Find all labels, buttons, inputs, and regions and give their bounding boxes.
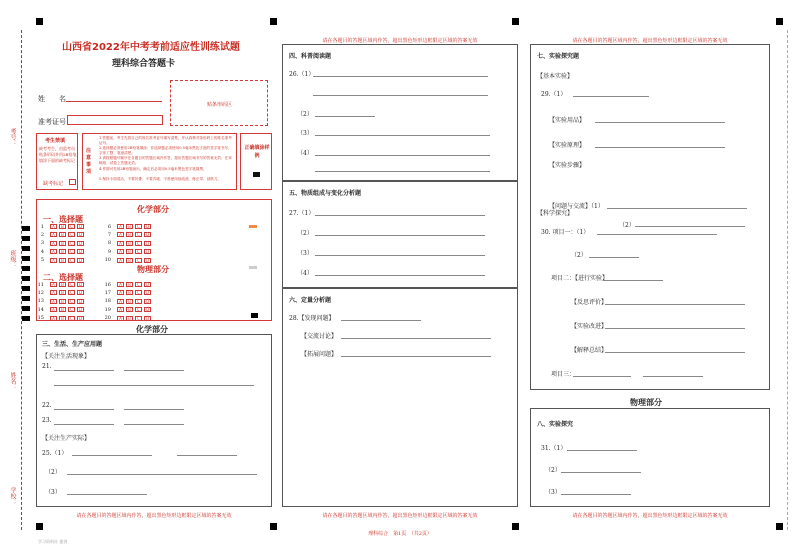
question-number: 14 [37,306,44,313]
side-label-class: 班级： [9,250,16,268]
answer-bubble[interactable]: C [68,241,75,246]
answer-line[interactable] [635,226,745,227]
answer-bubble[interactable]: A [117,224,124,229]
answer-bubble[interactable]: B [59,290,66,295]
q28-b-label: 【交流讨论】 [301,333,338,340]
absent-box [36,133,78,190]
answer-bubble[interactable]: C [68,299,75,304]
choice-row [101,223,153,230]
question-number: 9 [107,248,111,255]
answer-line[interactable] [341,356,491,357]
answer-bubble[interactable]: B [126,241,133,246]
section5-box [282,181,518,288]
choice-row [34,315,86,322]
answer-bubble[interactable]: B [59,316,66,321]
q22-label: 22. [42,402,52,409]
question-number: 10 [104,257,111,264]
section4-box [282,44,518,181]
q27-4-label: （4） [297,270,313,277]
answer-line[interactable] [315,135,490,136]
warning-text-col3-top: 请在各题目的答题区域内作答，超出黑色矩形边框限定区域的答案无效 [572,38,728,44]
notes-item: 4.作图可先用2B铅笔画出，确定后必须用0.5毫米黑色签字笔描黑。 [99,167,207,171]
q30-item2-label: 项目二：【进行实验】 [551,275,609,282]
answer-bubble[interactable]: C [135,224,142,229]
answer-bubble[interactable]: D [78,298,83,304]
answer-bubble[interactable]: B [126,258,133,263]
answer-bubble[interactable]: A [50,282,57,287]
q30-conc-label: 【实验改进】 [571,323,608,330]
answer-bubble[interactable]: B [126,224,133,229]
notes-title: 注意事项 [86,148,92,175]
corner-mark [36,523,43,530]
corner-mark [512,18,519,25]
section7-box [530,44,770,390]
choice-row [101,289,153,296]
sample-mark [253,172,260,177]
s8-title: 八、实验探究 [537,421,574,428]
exp-qa2-label: （2） [619,222,635,229]
answer-bubble[interactable]: C [135,232,142,237]
answer-bubble[interactable]: C [68,307,75,312]
sci-inquiry-label: 【科学探究】 [537,210,574,217]
q30-eval-label: 【反思评价】 [571,299,608,306]
choice-row [101,257,153,264]
answer-bubble[interactable]: C [68,290,75,295]
section6-box [282,288,518,507]
answer-bubble[interactable]: A [50,299,57,304]
answer-line[interactable] [315,255,485,256]
corner-mark [270,523,277,530]
s6-title: 六、定量分析题 [289,297,332,304]
answer-line[interactable] [67,474,257,475]
answer-line[interactable] [72,455,152,456]
q26-4-label: （4） [297,150,313,157]
answer-bubble[interactable]: D [145,290,150,296]
answer-bubble[interactable]: A [117,258,124,263]
question-number: 5 [40,257,44,264]
answer-bubble[interactable]: C [135,316,142,321]
answer-bubble[interactable]: C [135,282,142,287]
q26-3-label: （3） [297,130,313,137]
s5-title: 五、物质组成与变化分析题 [289,190,362,197]
answer-line[interactable] [54,424,114,425]
answer-line[interactable] [341,338,491,339]
card-title: 理科综合答题卡 [112,59,176,69]
answer-bubble[interactable]: C [68,316,75,321]
answer-bubble[interactable]: D [78,257,83,263]
q25-2-label: （2） [45,469,61,476]
warning-text-col2-top: 请在各题目的答题区域内作答，超出黑色矩形边框限定区域的答案无效 [322,38,478,44]
choice-row [101,240,153,247]
s7-title: 七、实验探究题 [537,53,580,60]
answer-line[interactable] [124,370,184,371]
answer-line[interactable] [315,155,490,156]
answer-line[interactable] [561,494,631,495]
answer-line[interactable] [605,304,745,305]
positioning-mark [251,313,258,318]
notes-box [82,133,237,190]
answer-bubble[interactable]: D [145,307,150,313]
answer-bubble[interactable]: D [78,307,83,313]
answer-bubble[interactable]: D [78,232,83,238]
answer-bubble[interactable]: B [59,241,66,246]
section3-title: 三、生活、生产应用题 [42,341,103,348]
question-number: 13 [37,298,44,305]
answer-bubble[interactable]: A [50,241,57,246]
section8-box [530,408,770,507]
absent-title: 考生禁填 [45,138,66,144]
answer-bubble[interactable]: A [50,224,57,229]
answer-line[interactable] [315,116,375,117]
side-label-school: 学校： [9,487,16,505]
answer-line[interactable] [607,208,747,209]
q31-3-label: （3） [545,489,561,496]
warning-text-col3-bottom: 请在各题目的答题区域内作答，超出黑色矩形边框限定区域的答案无效 [572,513,728,519]
question-number: 8 [107,240,111,247]
question-number: 19 [104,306,111,313]
q21-label: 21. [42,363,52,370]
name-label: 姓 名 [38,95,66,103]
q27-label: 27.（1） [289,210,315,217]
answer-bubble[interactable]: C [135,307,142,312]
answer-bubble[interactable]: B [59,224,66,229]
answer-bubble[interactable]: B [59,282,66,287]
answer-bubble[interactable]: C [68,249,75,254]
exp-qa-label-visible: 【问题与交流】（1） [549,203,604,210]
answer-bubble[interactable]: D [145,257,150,263]
answer-bubble[interactable]: A [117,282,124,287]
answer-bubble[interactable]: B [59,258,66,263]
answer-bubble[interactable]: D [145,298,150,304]
answer-bubble[interactable]: B [126,290,133,295]
answer-bubble[interactable]: C [135,258,142,263]
q29-label: 29.（1） [541,91,567,98]
q27-3-label: （3） [297,250,313,257]
notes-item: 5.保持卡面清洁，不要折叠、不要弄破、不准使用涂改液、修正带、刮纸刀。 [99,177,222,181]
answer-bubble[interactable]: B [59,299,66,304]
q25-label: 25.（1） [42,450,68,457]
question-number: 1 [40,223,44,230]
exam-title: 山西省2022年中考考前适应性训练试题 [62,42,240,53]
answer-line[interactable] [589,257,639,258]
choice-row [34,248,86,255]
page-footer: 理科综合 第1页 （共2页） [368,531,432,537]
absent-mark-label: 缺考标记 [43,181,64,187]
answer-line[interactable] [54,370,114,371]
answer-bubble[interactable]: B [59,307,66,312]
q26-label: 26.（1） [289,71,315,78]
answer-bubble[interactable]: D [78,290,83,296]
q30-2-label: （2） [571,252,587,259]
answer-line[interactable] [605,328,745,329]
answer-line[interactable] [315,171,490,172]
sample-box [240,133,272,190]
choice-row [101,298,153,305]
answer-bubble[interactable]: A [50,249,57,254]
question-number: 7 [107,231,111,238]
absent-text: 缺考考生，由监考员贴条形码并用2B铅笔填涂下面的缺考标记 [39,146,77,163]
answer-bubble[interactable]: A [50,307,57,312]
answer-bubble[interactable]: C [68,232,75,237]
notes-item: 3.请按照题号顺序在各题目的答题区域内作答，超出答题区域书写的答案无效；在草稿纸、试卷上答题无效。 [99,156,232,165]
corner-mark [776,18,783,25]
answer-bubble[interactable]: D [145,224,150,229]
fill-indicator [249,266,257,269]
answer-bubble[interactable]: C [135,299,142,304]
answer-bubble[interactable]: A [117,316,124,321]
side-label-exam-no: 考号： [9,128,16,146]
answer-line[interactable] [561,472,641,473]
absent-mark-box[interactable] [69,179,76,185]
answer-bubble[interactable]: A [117,232,124,237]
choice-row [34,240,86,247]
chem-part-label: 化学部分 [137,205,169,214]
question-number: 2 [40,231,44,238]
q25-3-label: （3） [45,489,61,496]
answer-bubble[interactable]: D [78,240,83,246]
answer-bubble[interactable]: B [126,249,133,254]
answer-bubble[interactable]: D [78,315,83,321]
answer-bubble[interactable]: D [145,315,150,321]
answer-bubble[interactable]: C [68,258,75,263]
q30-item3-label: 项目三： [551,371,576,378]
corner-mark [36,18,43,25]
answer-line[interactable] [54,409,114,410]
question-number: 6 [107,223,111,230]
answer-line[interactable] [315,215,485,216]
question-number: 4 [40,248,44,255]
choice-row [34,289,86,296]
answer-bubble[interactable]: A [117,290,124,295]
question-number: 12 [37,289,44,296]
answer-line[interactable] [603,280,663,281]
section3-box [36,325,272,507]
exp-purpose-label: 【实验用品】 [549,117,586,124]
answer-bubble[interactable]: D [78,224,83,229]
answer-bubble[interactable]: B [59,232,66,237]
answer-bubble[interactable]: C [68,282,75,287]
footer-left: 学习资料社 提供 [38,539,68,544]
q31-label: 31.（1） [541,445,567,452]
answer-bubble[interactable]: B [59,249,66,254]
choice-chem-title: 一、选择题 [43,215,83,224]
q30-label: 30. 项目一：（1） [541,229,590,236]
answer-line[interactable] [54,385,254,386]
answer-line[interactable] [605,352,745,353]
answer-bubble[interactable]: A [117,249,124,254]
section3-part-label: 化学部分 [136,325,168,334]
choice-row [101,231,153,238]
answer-bubble[interactable]: A [117,241,124,246]
choice-row [34,223,86,230]
col3-phys-part-label: 物理部分 [630,398,662,407]
q28-label: 28.【发现问题】 [289,315,335,322]
answer-bubble[interactable]: B [126,307,133,312]
answer-line[interactable] [177,455,237,456]
corner-mark [512,523,519,530]
answer-line[interactable] [313,95,488,96]
question-number: 18 [104,298,111,305]
q28-c-label: 【拓展问题】 [301,351,338,358]
section3-sub2: 【关注生产实际】 [42,435,91,442]
choice-row [101,248,153,255]
answer-bubble[interactable]: D [78,249,83,255]
answer-bubble[interactable]: D [145,282,150,287]
answer-line[interactable] [595,122,725,123]
answer-bubble[interactable]: A [117,299,124,304]
notes-item: 1.答题前，考生先将自己的姓名准考证号填写清楚，并认真核对条形码上的姓名准考证号。 [99,136,232,145]
right-margin-line [787,30,788,530]
answer-bubble[interactable]: D [145,232,150,238]
question-number: 17 [104,289,111,296]
answer-bubble[interactable]: A [50,290,57,295]
question-number: 20 [104,315,111,322]
fill-indicator [249,225,257,228]
q31-2-label: （2） [545,467,561,474]
answer-line[interactable] [67,494,147,495]
answer-bubble[interactable]: B [126,282,133,287]
answer-bubble[interactable]: A [50,316,57,321]
answer-line[interactable] [341,320,421,321]
answer-line[interactable] [124,409,184,410]
choice-row [34,281,86,288]
exam-no-field[interactable] [67,115,163,125]
barcode-label: 贴条形码区 [207,102,233,108]
question-number: 3 [40,240,44,247]
answer-bubble[interactable]: C [68,224,75,229]
answer-line[interactable] [573,376,631,377]
answer-bubble[interactable]: B [126,299,133,304]
answer-bubble[interactable]: C [135,290,142,295]
exp-principle-label: 【实验原理】 [549,142,586,149]
answer-line[interactable] [643,376,703,377]
section3-sub1: 【关注生活现象】 [42,353,91,360]
choice-row [34,298,86,305]
answer-bubble[interactable]: A [50,258,57,263]
choice-row [34,257,86,264]
warning-text-col1: 请在各题目的答题区域内作答，超出黑色矩形边框限定区域的答案无效 [76,513,232,519]
phys-part-label: 物理部分 [137,265,169,274]
sample-label: 正确填涂样例 [244,145,270,159]
notes-item: 2.选择题必须使用2B铅笔填涂；非选择题必须使用0.5毫米黑色字迹的签字笔书写，字体工整、笔迹清楚。 [99,146,232,155]
choice-row [34,231,86,238]
question-number: 11 [37,281,44,288]
answer-bubble[interactable]: B [126,316,133,321]
choice-row [101,315,153,322]
answer-line[interactable] [315,275,485,276]
answer-line[interactable] [597,234,717,235]
choice-row [101,281,153,288]
question-number: 16 [104,281,111,288]
question-number: 15 [37,315,44,322]
choice-row [101,306,153,313]
q26-2-label: （2） [297,111,313,118]
answer-bubble[interactable]: A [50,232,57,237]
side-label-name: 姓名： [9,372,16,390]
answer-bubble[interactable]: D [145,240,150,246]
q30-explain-label: 【解释总结】 [571,347,608,354]
answer-line[interactable] [567,450,637,451]
answer-bubble[interactable]: B [126,232,133,237]
answer-bubble[interactable]: A [117,307,124,312]
q27-2-label: （2） [297,230,313,237]
warning-text-col2-bottom: 请在各题目的答题区域内作答，超出黑色矩形边框限定区域的答案无效 [322,513,478,519]
choice-row [34,306,86,313]
basic-exp-label: 【基本实验】 [537,73,574,80]
answer-line[interactable] [573,96,649,97]
corner-mark [270,18,277,25]
answer-bubble[interactable]: D [78,282,83,287]
answer-bubble[interactable]: C [135,249,142,254]
s4-title: 四、科普阅读题 [289,53,332,60]
answer-line[interactable] [315,235,485,236]
answer-line[interactable] [313,76,488,77]
name-field[interactable] [66,101,162,102]
answer-bubble[interactable]: D [145,249,150,255]
exp-steps-label: 【实验步骤】 [549,162,586,169]
q23-label: 23. [42,417,52,424]
answer-bubble[interactable]: C [135,241,142,246]
answer-line[interactable] [124,424,184,425]
barcode-area [170,80,268,126]
corner-mark [776,523,783,530]
exam-no-label: 准考证号 [38,118,66,126]
choice-phys-title: 二、选择题 [43,273,83,282]
answer-line[interactable] [595,147,725,148]
